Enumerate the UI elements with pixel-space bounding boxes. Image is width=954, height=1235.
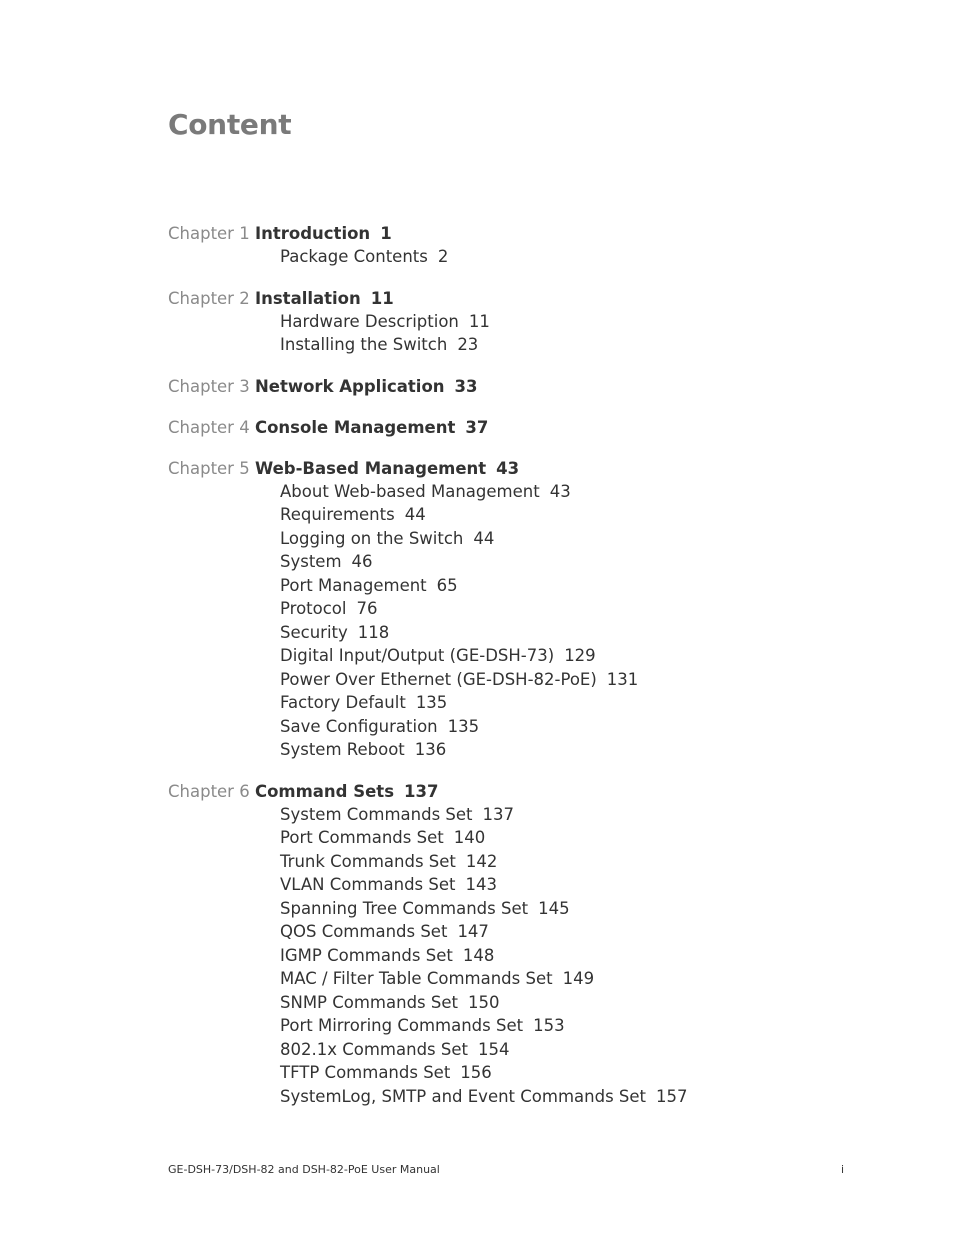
toc-entry-title: Port Management	[280, 575, 427, 595]
toc-entry-title: Requirements	[280, 505, 395, 524]
toc-entry-title: QOS Commands Set	[280, 922, 448, 941]
toc-entry[interactable]	[280, 1038, 868, 1062]
toc-entry-page-number: 145	[538, 898, 570, 918]
toc-entry-page-number: 131	[606, 669, 639, 689]
toc-entry[interactable]	[280, 850, 868, 874]
toc-chapter-heading[interactable]	[168, 416, 868, 439]
toc-entry-page-number: 46	[351, 552, 373, 571]
toc-chapter	[168, 287, 868, 357]
chapter-title: Command Sets	[254, 781, 395, 801]
chapter-page-number: 33	[454, 376, 478, 396]
toc-entry-title: Package Contents	[280, 247, 428, 266]
chapter-title: Network Application	[254, 376, 445, 396]
toc-entry-page-number: 157	[656, 1086, 688, 1106]
toc-chapter	[168, 780, 868, 1109]
toc-entry[interactable]	[280, 991, 868, 1015]
chapter-label: Chapter 2	[168, 288, 250, 308]
toc-entry-page-number: 23	[457, 335, 479, 354]
toc-entry-page-number: 143	[465, 875, 497, 894]
toc-entry-title: Security	[280, 622, 348, 642]
toc-entry-page-number: 43	[549, 481, 571, 501]
toc-entry[interactable]	[280, 944, 868, 968]
chapter-page-number: 137	[404, 781, 439, 801]
toc-entry-title: Protocol	[280, 599, 347, 618]
toc-entry-page-number: 11	[468, 311, 490, 331]
chapter-page-number: 1	[380, 224, 392, 243]
toc-entry[interactable]	[280, 668, 868, 692]
chapter-label: Chapter 3	[168, 376, 250, 396]
toc-entry[interactable]	[280, 550, 868, 574]
chapter-label: Chapter 1	[168, 224, 250, 243]
toc-entry-list	[168, 245, 868, 269]
toc-entry-page-number: 148	[462, 945, 495, 965]
toc-entry-page-number: 154	[478, 1039, 510, 1059]
toc-entry-page-number: 142	[465, 851, 498, 871]
toc-entry[interactable]	[280, 873, 868, 897]
toc-entry-title: Factory Default	[280, 693, 406, 712]
toc-entry[interactable]	[280, 967, 868, 991]
toc-entry-page-number: 135	[447, 716, 480, 736]
toc-entry-page-number: 65	[436, 575, 458, 595]
toc-entry[interactable]	[280, 803, 868, 827]
toc-entry-title: System Reboot	[280, 740, 405, 759]
chapter-page-number: 37	[465, 417, 489, 437]
toc-entry-list	[168, 480, 868, 762]
toc-entry-page-number: 44	[404, 505, 426, 524]
chapter-label: Chapter 5	[168, 458, 250, 478]
toc-chapter	[168, 222, 868, 269]
toc-entry-title: IGMP Commands Set	[280, 945, 453, 965]
footer-page-number: i	[840, 1163, 844, 1176]
toc-entry[interactable]	[280, 310, 868, 334]
chapter-title: Console Management	[254, 417, 456, 437]
toc-entry[interactable]	[280, 597, 868, 621]
toc-entry-title: Installing the Switch	[280, 335, 448, 354]
toc-entry[interactable]	[280, 826, 868, 850]
toc-entry-title: SNMP Commands Set	[280, 992, 458, 1012]
page-title: Content	[168, 108, 292, 141]
toc-entry-page-number: 76	[356, 599, 378, 618]
toc-entry-title: 802.1x Commands Set	[280, 1039, 468, 1059]
toc-entry[interactable]	[280, 480, 868, 504]
toc-entry-page-number: 44	[473, 528, 495, 548]
chapter-page-number: 43	[496, 458, 520, 478]
toc-entry-title: System Commands Set	[280, 804, 473, 824]
chapter-label: Chapter 4	[168, 417, 250, 437]
toc-chapter-heading[interactable]	[168, 222, 868, 245]
toc-entry-page-number: 147	[457, 922, 489, 941]
toc-entry-title: Hardware Description	[280, 311, 459, 331]
toc-entry-page-number: 136	[414, 740, 447, 759]
toc-entry-title: About Web-based Management	[280, 481, 540, 501]
toc-entry[interactable]	[280, 738, 868, 762]
toc-entry[interactable]	[280, 897, 868, 921]
toc-entry[interactable]	[280, 574, 868, 598]
toc-entry-page-number: 2	[437, 247, 449, 266]
toc-entry-list	[168, 803, 868, 1109]
toc-entry[interactable]	[280, 1014, 868, 1038]
toc-entry-title: Power Over Ethernet (GE-DSH-82-PoE)	[280, 669, 597, 689]
table-of-contents	[168, 222, 868, 1126]
toc-entry-title: SystemLog, SMTP and Event Commands Set	[280, 1086, 647, 1106]
toc-entry-page-number: 150	[468, 992, 500, 1012]
toc-entry-title: Trunk Commands Set	[280, 851, 456, 871]
toc-chapter-heading[interactable]	[168, 457, 868, 480]
toc-chapter-heading[interactable]	[168, 780, 868, 803]
toc-entry-list	[168, 310, 868, 357]
toc-entry[interactable]	[280, 1085, 868, 1109]
toc-entry-page-number: 153	[533, 1016, 565, 1035]
toc-entry-title: Port Commands Set	[280, 828, 444, 847]
toc-entry-title: Spanning Tree Commands Set	[280, 898, 529, 918]
chapter-page-number: 11	[370, 288, 394, 308]
toc-entry-page-number: 137	[482, 804, 515, 824]
toc-entry[interactable]	[280, 715, 868, 739]
toc-entry-page-number: 129	[564, 646, 596, 665]
page-footer	[168, 1163, 844, 1176]
toc-entry-title: Logging on the Switch	[280, 528, 464, 548]
toc-chapter	[168, 375, 868, 398]
toc-entry[interactable]	[280, 920, 868, 944]
toc-entry[interactable]	[280, 333, 868, 357]
toc-entry[interactable]	[280, 1061, 868, 1085]
toc-entry-title: Save Configuration	[280, 716, 438, 736]
toc-entry-page-number: 118	[357, 622, 390, 642]
chapter-title: Web-Based Management	[254, 458, 487, 478]
toc-entry-page-number: 156	[460, 1063, 492, 1082]
footer-manual-title: GE-DSH-73/DSH-82 and DSH-82-PoE User Manual	[168, 1163, 440, 1176]
chapter-title: Installation	[254, 288, 361, 308]
chapter-title: Introduction	[254, 224, 371, 243]
toc-entry-title: Digital Input/Output (GE-DSH-73)	[280, 646, 555, 665]
toc-entry[interactable]	[280, 644, 868, 668]
toc-entry-title: MAC / Filter Table Commands Set	[280, 969, 553, 988]
toc-chapter-heading[interactable]	[168, 287, 868, 310]
toc-chapter	[168, 457, 868, 762]
toc-entry-title: TFTP Commands Set	[280, 1063, 451, 1082]
toc-entry[interactable]	[280, 691, 868, 715]
toc-entry[interactable]	[280, 503, 868, 527]
toc-entry-title: VLAN Commands Set	[280, 875, 456, 894]
toc-entry-page-number: 140	[453, 828, 486, 847]
toc-entry-page-number: 135	[415, 693, 448, 712]
toc-entry-title: Port Mirroring Commands Set	[280, 1016, 524, 1035]
toc-entry[interactable]	[280, 527, 868, 551]
chapter-label: Chapter 6	[168, 781, 250, 801]
toc-chapter-heading[interactable]	[168, 375, 868, 398]
toc-entry[interactable]	[280, 245, 868, 269]
toc-entry[interactable]	[280, 621, 868, 645]
toc-entry-page-number: 149	[562, 969, 595, 988]
toc-entry-title: System	[280, 552, 342, 571]
toc-chapter	[168, 416, 868, 439]
